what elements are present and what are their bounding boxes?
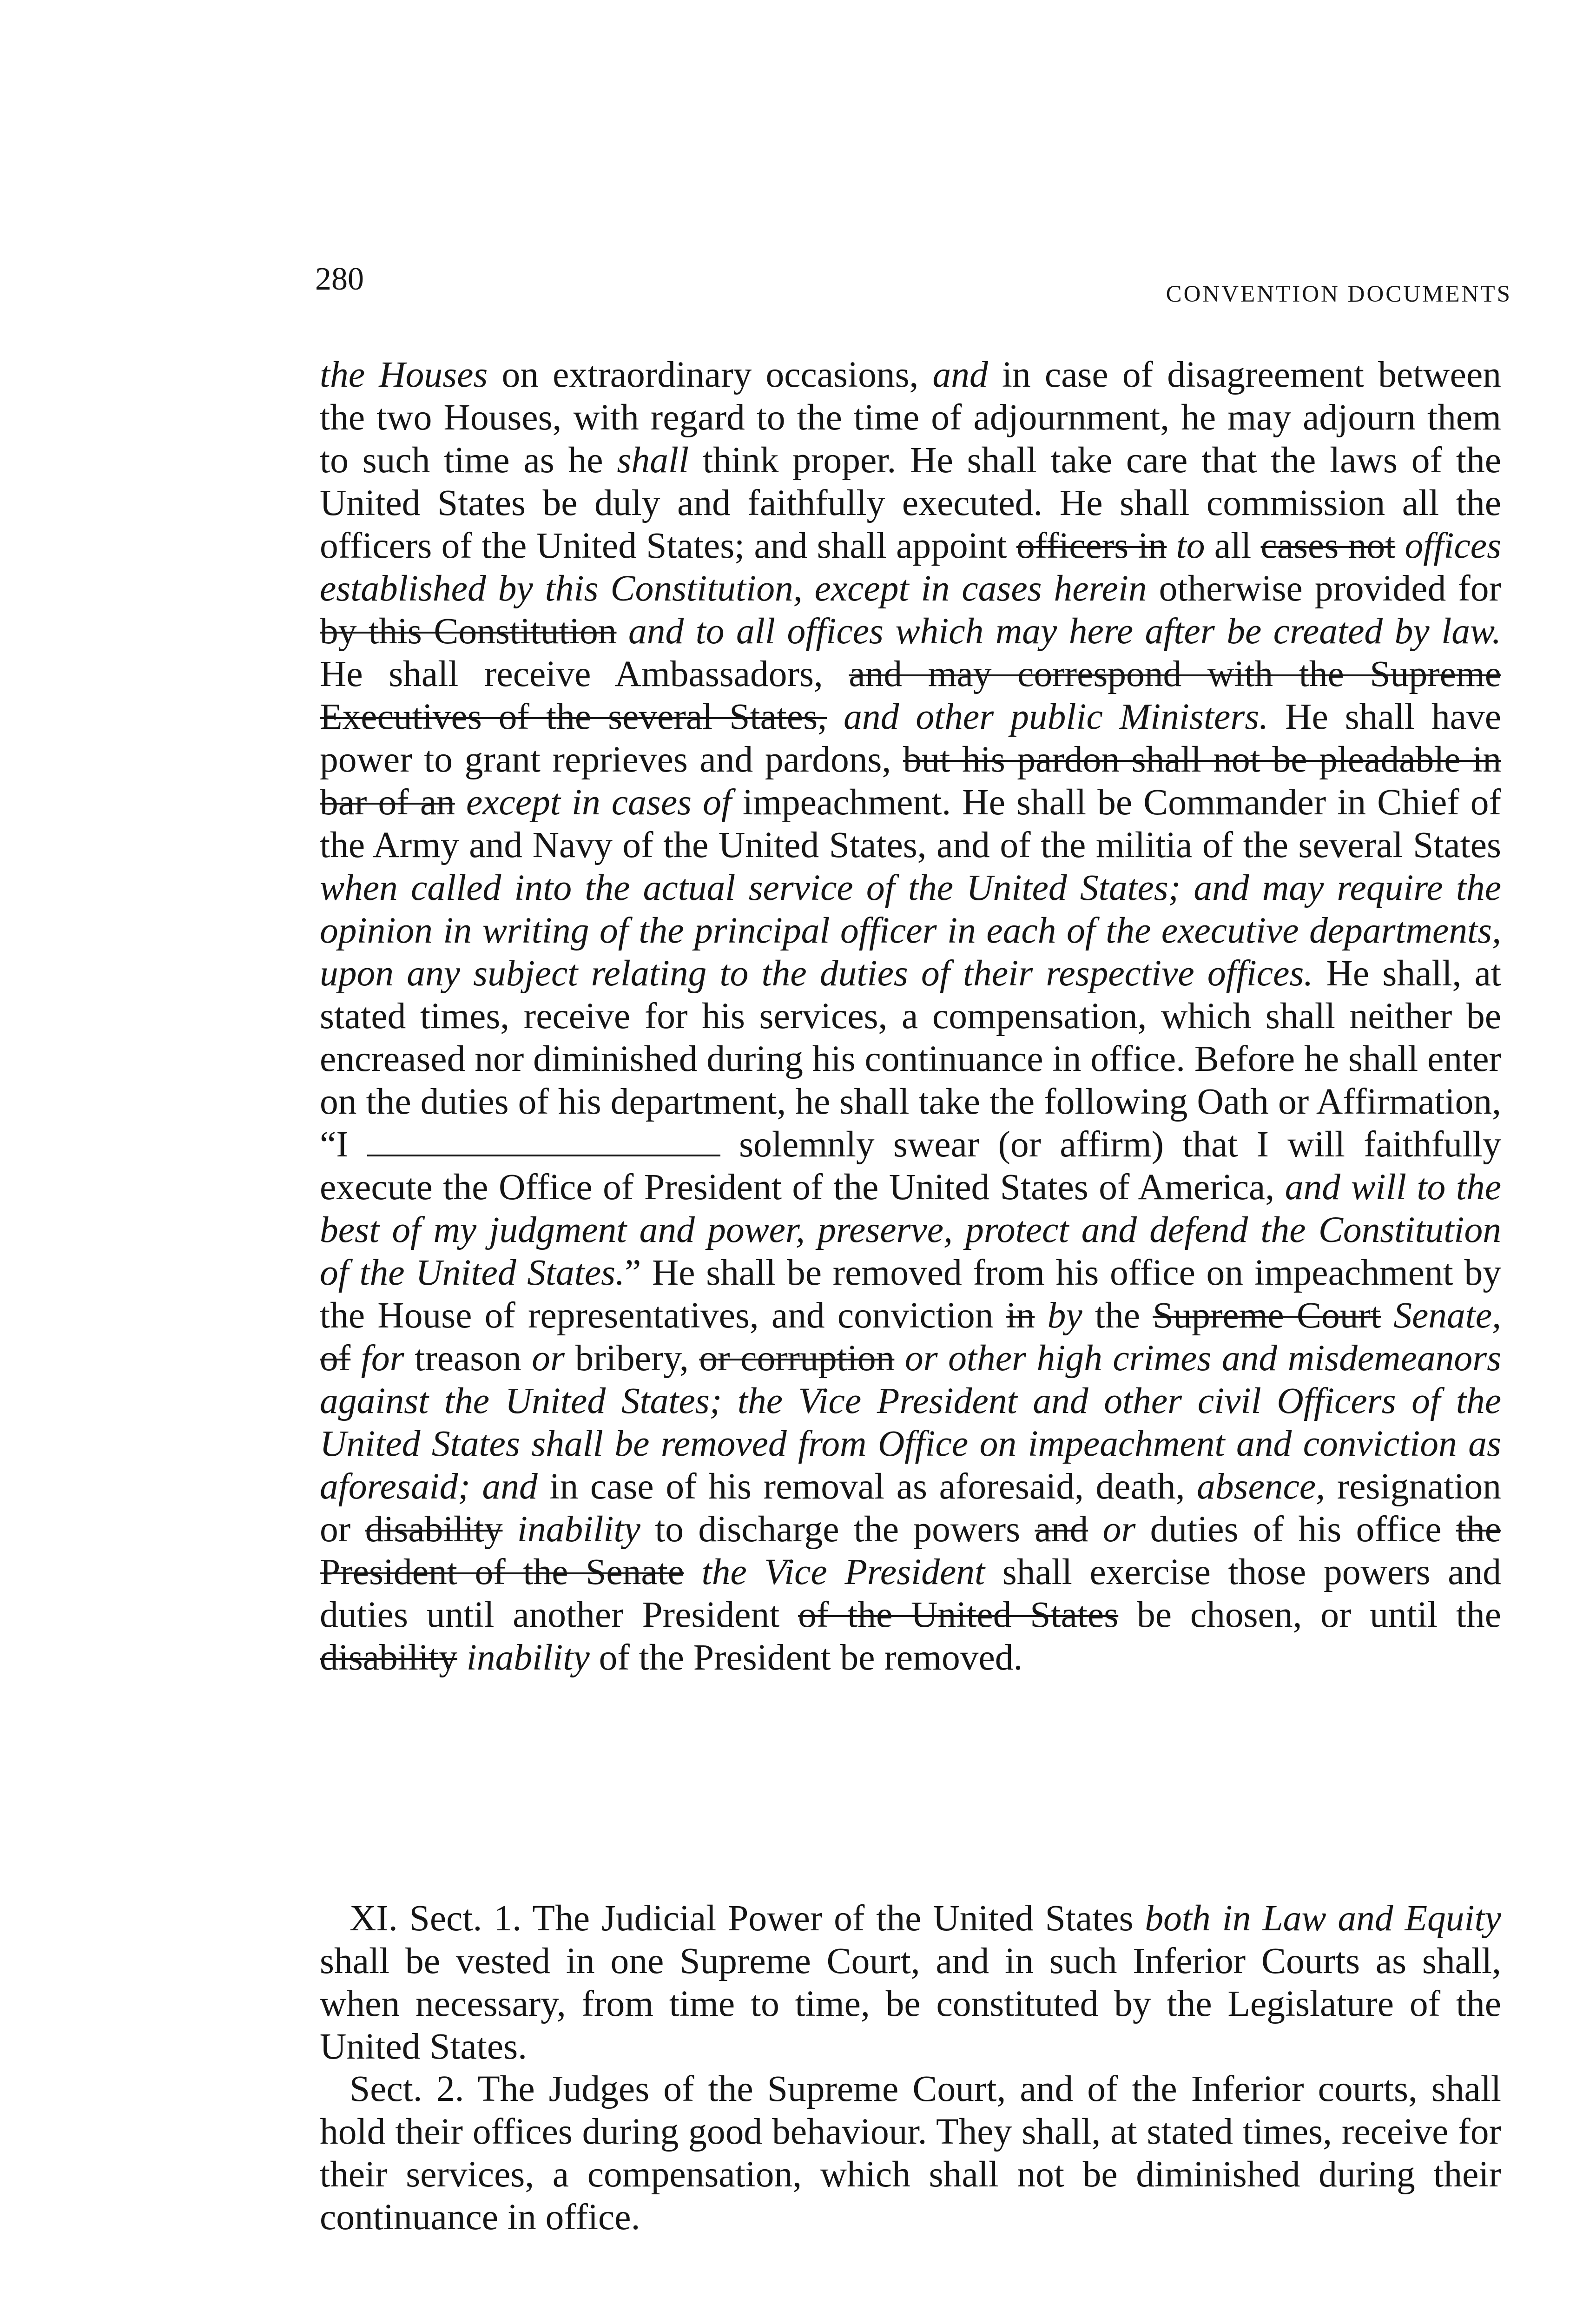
struck-text: officers in: [1016, 525, 1167, 566]
text-span: He shall, at stated times, receive for his services, a compensation, which shall neither be encreased nor diminished during his continuance in office. Before he shall enter on the duties of his department, he shall take the following Oath or Affirmation, “I: [320, 953, 1501, 1165]
text-span: [350, 1338, 361, 1379]
text-span: in case of his removal as aforesaid, death,: [537, 1466, 1197, 1507]
italic-text: or: [1102, 1509, 1136, 1550]
italic-text: and other public Ministers.: [844, 696, 1269, 737]
text-span: be chosen, or until the: [1118, 1594, 1501, 1635]
text-span: [1395, 525, 1405, 566]
struck-text: disability: [365, 1509, 503, 1550]
text-span: [503, 1509, 517, 1550]
text-span: otherwise provided for: [1147, 568, 1501, 609]
italic-text: both in Law and Equity: [1145, 1898, 1501, 1939]
italic-text: or: [532, 1338, 565, 1379]
page-number: 280: [315, 261, 364, 297]
text-span: solemnly swear (or affirm) that I will faithfully execute the Office of President of the United States of America,: [320, 1124, 1502, 1208]
struck-text: of the United States: [798, 1594, 1119, 1635]
italic-text: and: [932, 354, 988, 395]
text-span: the: [1082, 1295, 1153, 1336]
text-span: ” He shall be removed from his office on impeachment by the House of representatives, and conviction: [320, 1252, 1502, 1336]
italic-text: absence,: [1197, 1466, 1326, 1507]
text-span: [1035, 1295, 1047, 1336]
italic-text: shall: [617, 440, 689, 481]
italic-text: inability: [466, 1637, 590, 1678]
italic-text: except in cases of: [466, 782, 732, 823]
text-span: [827, 696, 844, 737]
italic-text: to: [1176, 525, 1205, 566]
struck-text: disability: [320, 1637, 457, 1678]
italic-text: for: [361, 1338, 404, 1379]
struck-text: cases not: [1260, 525, 1396, 566]
text-span: shall be vested in one Supreme Court, and in such Inferior Courts as shall, when necessary, from time to time, be constituted by the Legislature of the United States.: [320, 1941, 1501, 2067]
text-span: [684, 1552, 702, 1592]
text-span: Sect. 2. The Judges of the Supreme Court, and of the Inferior courts, shall hold their offices during good behaviour. They shall, at stated times, receive for their services, a compensation, which shall not be diminished during their continuance in office.: [320, 2068, 1501, 2238]
text-span: [1381, 1295, 1393, 1336]
struck-text: of: [320, 1338, 351, 1379]
italic-text: by: [1047, 1295, 1082, 1336]
italic-text: and to all offices which may here after be created by law.: [628, 611, 1501, 652]
paragraph-judicial-sect-2: [320, 2067, 1501, 2238]
struck-text: or corruption: [699, 1338, 895, 1379]
text-span: [1088, 1509, 1102, 1550]
italic-text: inability: [517, 1509, 640, 1550]
text-span: [617, 611, 628, 652]
paragraph-judicial-sect-1: [320, 1897, 1501, 2068]
italic-text: when called into the actual service of the United States; and may require the opinion in writing of the principal officer in each of the executive departments, upon any subject relating to the duties of their respective offices.: [320, 867, 1501, 994]
text-span: impeachment. He shall be Commander in Chief of the Army and Navy of the United States, and of the militia of the several States: [320, 782, 1502, 865]
struck-text: by this Constitution: [320, 611, 617, 652]
struck-text: but his pardon shall not be pleadable in bar of an: [320, 739, 1501, 823]
text-span: of the President be removed.: [589, 1637, 1023, 1678]
struck-text: and may correspond with the Supreme Executives of the several States,: [320, 654, 1501, 737]
text-span: He shall receive Ambassadors,: [320, 654, 849, 694]
text-span: He shall have power to grant reprieves and pardons,: [320, 696, 1502, 780]
text-span: treason: [404, 1338, 532, 1379]
text-span: think proper. He shall take care that the laws of the United States be duly and faithfully executed. He shall commission all the officers of the United States; and shall appoint: [320, 440, 1501, 566]
struck-text: and: [1035, 1509, 1088, 1550]
text-span: duties of his office: [1135, 1509, 1456, 1550]
italic-text: and will to the best of my judgment and power, preserve, protect and defend the Constitution of the United States.: [320, 1167, 1502, 1293]
struck-text: in: [1006, 1295, 1035, 1336]
italic-text: Senate,: [1393, 1295, 1502, 1336]
struck-text: the President of the Senate: [320, 1509, 1502, 1592]
text-span: [1167, 525, 1176, 566]
text-span: [455, 782, 466, 823]
text-span: in case of disagreement between the two Houses, with regard to the time of adjournment, he may adjourn them to such time as he: [320, 354, 1502, 481]
text-span: bribery,: [564, 1338, 699, 1379]
text-span: resignation or: [320, 1466, 1501, 1550]
text-span: shall exercise those powers and duties until another President: [320, 1552, 1501, 1635]
italic-text: or other high crimes and misdemeanors against the United States; the Vice President and other civil Officers of the United States shall be removed from Office on impeachment and conviction as aforesaid; and: [320, 1338, 1502, 1507]
italic-text: offices established by this Constitution, except in cases herein: [320, 525, 1502, 609]
paragraph-president-powers: [320, 353, 1501, 1679]
text-span: all: [1205, 525, 1261, 566]
text-span: [894, 1338, 905, 1379]
running-head: CONVENTION DOCUMENTS: [1166, 281, 1512, 307]
text-span: on extraordinary occasions,: [488, 354, 933, 395]
text-span: to discharge the powers: [640, 1509, 1035, 1550]
oath-name-blank: [367, 1127, 720, 1156]
italic-text: the Vice President: [701, 1552, 985, 1592]
italic-text: the Houses: [320, 354, 488, 395]
text-span: XI. Sect. 1. The Judicial Power of the United States: [350, 1898, 1145, 1939]
struck-text: Supreme Court: [1153, 1295, 1381, 1336]
text-span: [457, 1637, 467, 1678]
